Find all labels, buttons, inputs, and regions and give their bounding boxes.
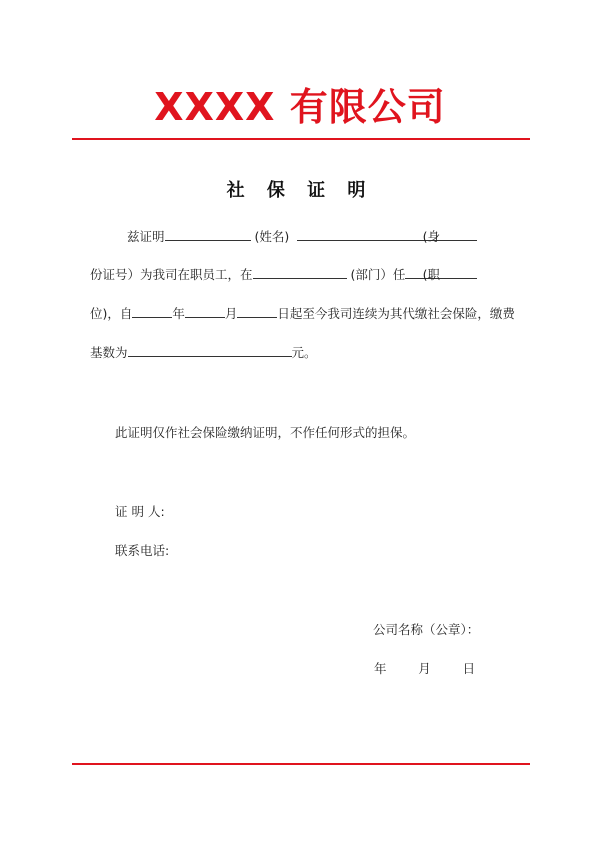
text-base: 基数为 xyxy=(90,345,128,360)
statement: 此证明仅作社会保险缴纳证明，不作任何形式的担保。 xyxy=(115,425,416,440)
header-divider xyxy=(72,138,530,140)
blank-year xyxy=(132,304,172,318)
text-year: 年 xyxy=(172,306,185,321)
text-id-prefix: (身 xyxy=(422,229,440,244)
witness-label: 证 明 人: xyxy=(115,504,165,519)
company-seal-label: 公司名称（公章）： xyxy=(373,622,480,637)
date-label: 年 月 日 xyxy=(374,661,476,676)
blank-name xyxy=(165,227,251,241)
text-position-suffix: 位)，自 xyxy=(90,306,133,321)
footer-divider xyxy=(72,763,530,765)
phone-label: 联系电话: xyxy=(115,543,170,558)
text-employee: 份证号）为我司在职员工，在 xyxy=(90,267,253,282)
blank-month xyxy=(185,304,225,318)
blank-day xyxy=(237,304,277,318)
text-attest: 兹证明 xyxy=(127,229,165,244)
text-since: 日起至今我司连续为其代缴社会保险，缴费 xyxy=(277,306,515,321)
text-position-prefix: (职 xyxy=(422,267,440,282)
blank-position xyxy=(405,265,477,279)
blank-id-number xyxy=(297,227,477,241)
blank-department xyxy=(253,265,347,279)
body-line-4 xyxy=(90,343,317,361)
blank-base-amount xyxy=(128,343,292,357)
text-name-label: (姓名) xyxy=(254,229,290,244)
body-line-1 xyxy=(127,227,510,245)
document-title: 社 保 证 明 xyxy=(226,180,374,201)
body-line-2 xyxy=(90,265,510,283)
text-month: 月 xyxy=(224,306,238,321)
company-name: XXXX 有限公司 xyxy=(154,85,446,129)
text-department-label: (部门）任 xyxy=(350,267,406,282)
text-yuan: 元。 xyxy=(291,345,317,360)
body-line-3 xyxy=(90,304,515,322)
